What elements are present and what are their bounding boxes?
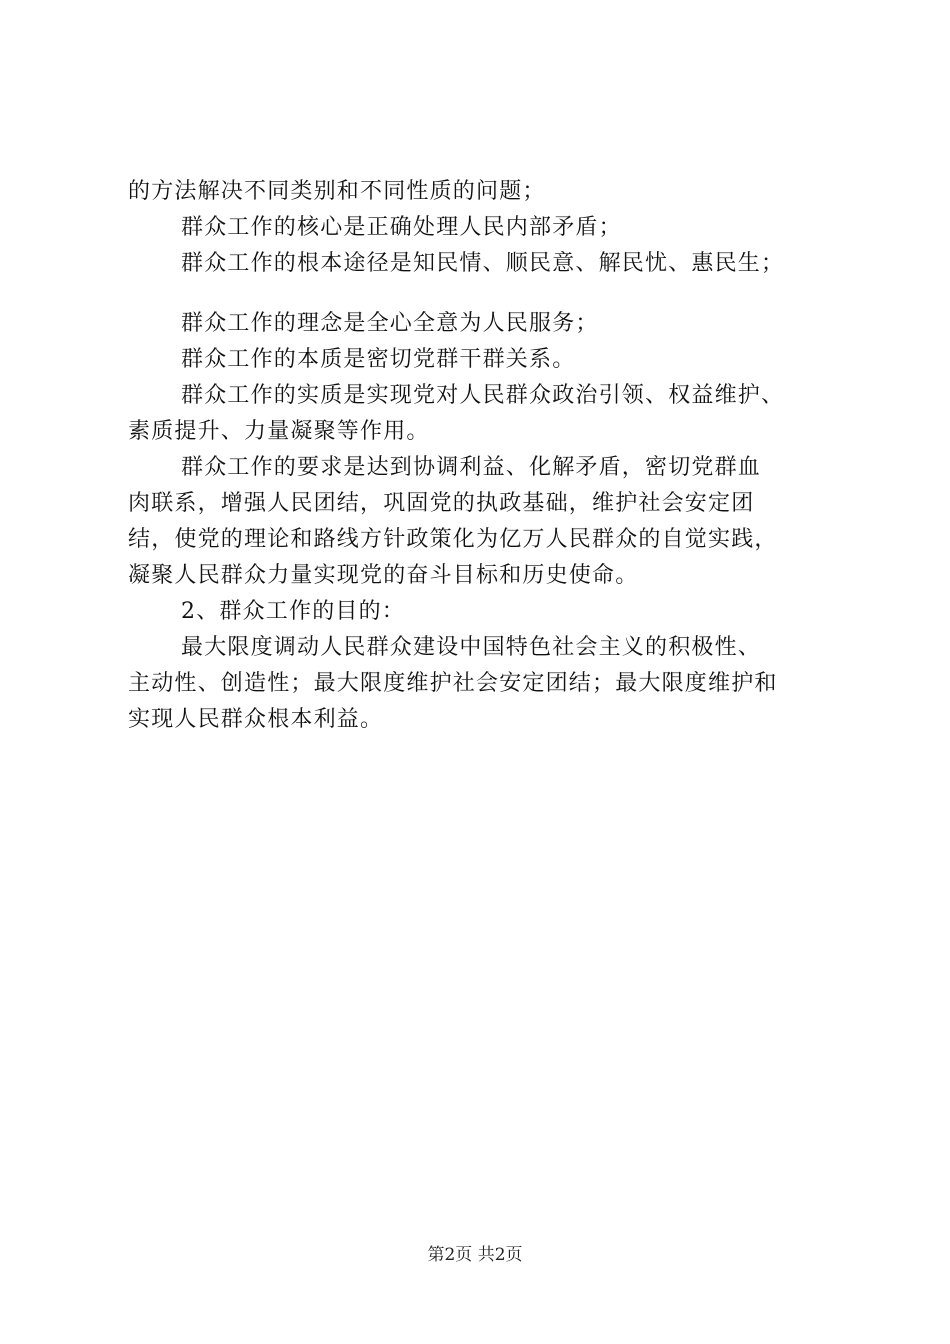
text-line: 群众工作的本质是密切党群干群关系。: [181, 347, 576, 372]
page-number-footer: 第2页 共2页: [427, 1245, 523, 1265]
document-body: [128, 174, 834, 738]
text-line: 最大限度调动人民群众建设中国特色社会主义的积极性、: [181, 635, 762, 660]
text-line: 的方法解决不同类别和不同性质的问题；: [128, 179, 546, 204]
text-line: 主动性、创造性；最大限度维护社会安定团结；最大限度维护和: [128, 671, 778, 696]
text-line: 群众工作的理念是全心全意为人民服务；: [181, 311, 599, 336]
section-heading: 2、群众工作的目的：: [181, 599, 405, 624]
text-line: 群众工作的根本途径是知民情、顺民意、解民忧、惠民生；: [181, 251, 785, 276]
text-line: 实现人民群众根本利益。: [128, 707, 384, 732]
text-line: 结，使党的理论和路线方针政策化为亿万人民群众的自觉实践，: [128, 527, 778, 552]
text-line: 群众工作的核心是正确处理人民内部矛盾；: [181, 215, 622, 240]
text-line: 素质提升、力量凝聚等作用。: [128, 419, 430, 444]
text-line: 群众工作的要求是达到协调利益、化解矛盾，密切党群血: [181, 455, 762, 480]
text-line: 肉联系，增强人民团结，巩固党的执政基础，维护社会安定团: [128, 491, 755, 516]
text-line: 凝聚人民群众力量实现党的奋斗目标和历史使命。: [128, 563, 639, 588]
text-line: 群众工作的实质是实现党对人民群众政治引领、权益维护、: [181, 383, 785, 408]
